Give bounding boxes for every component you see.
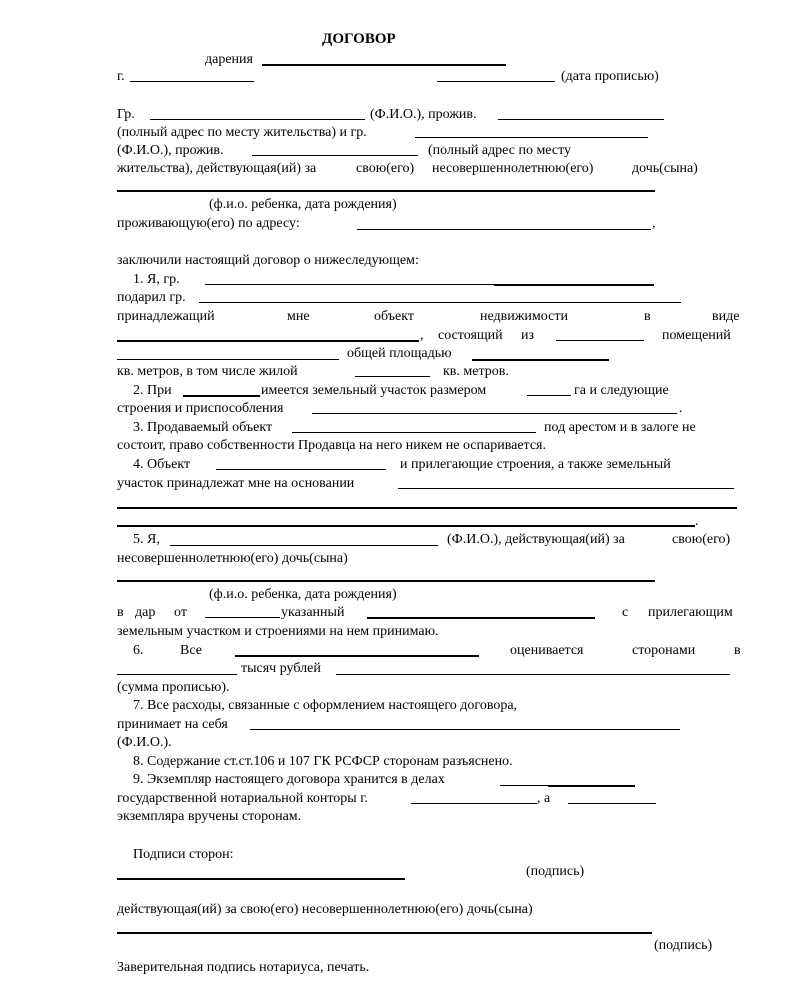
p9-office-line[interactable] [500, 785, 548, 786]
p6-g: (сумма прописью). [117, 680, 230, 695]
signature-caption-1: (подпись) [526, 864, 585, 879]
label-darenia: дарения [205, 52, 253, 67]
p2-dot: . [679, 401, 683, 416]
parties-line4-d: дочь(сына) [632, 161, 698, 176]
p1-donor-line[interactable] [205, 284, 494, 285]
p1-rooms-line[interactable] [556, 340, 644, 341]
p9-a: 9. Экземпляр настоящего договора хранится в делах [133, 772, 445, 787]
parties-line1-a: Гр. [117, 107, 135, 122]
p5-d: несовершеннолетнюю(его) дочь(сына) [117, 551, 348, 566]
p4-dot: . [695, 514, 699, 529]
p1-a: 1. Я, гр. [133, 272, 180, 287]
p3-c: состоит, право собственности Продавца на него никем не оспаривается. [117, 438, 546, 453]
p1-e1: общей площадью [347, 346, 452, 361]
p5-e4: указанный [281, 605, 345, 620]
p2-d: строения и приспособления [117, 401, 284, 416]
darenia-field-line[interactable] [262, 64, 506, 66]
p6-amount-words-line[interactable] [336, 674, 730, 675]
p1-recipient-line[interactable] [199, 302, 681, 303]
p2-b: имеется земельный участок размером [261, 383, 487, 398]
p6-f: тысяч рублей [241, 661, 321, 676]
p2-area-line[interactable] [527, 395, 571, 396]
p1-object-line[interactable] [117, 340, 419, 342]
child-info-caption: (ф.и.о. ребенка, дата рождения) [209, 197, 397, 212]
p6-e: в [734, 643, 741, 658]
p6-amount-line[interactable] [117, 674, 237, 675]
p1-c3: объект [374, 309, 414, 324]
residing-comma: , [652, 216, 656, 231]
signature-caption-2: (подпись) [654, 938, 713, 953]
p5-e3: от [174, 605, 187, 620]
signature-line-1[interactable] [117, 878, 405, 880]
p7-b: принимает на себя [117, 717, 228, 732]
p7-payer-line[interactable] [250, 729, 680, 730]
p7-c: (Ф.И.О.). [117, 735, 172, 750]
p2-a: 2. При [133, 383, 172, 398]
p9-c: , а [537, 791, 551, 806]
p1-rooms-desc-line[interactable] [117, 359, 339, 360]
p1-c6: виде [712, 309, 740, 324]
p1-d3: из [521, 328, 535, 343]
residing-label: проживающую(его) по адресу: [117, 216, 300, 231]
p1-d4: помещений [662, 328, 731, 343]
signature-line-2[interactable] [117, 932, 652, 934]
p6-d: сторонами [632, 643, 696, 658]
p4-c: участок принадлежат мне на основании [117, 476, 355, 491]
signatures-acting: действующая(ий) за свою(его) несовершеннолетнюю(его) дочь(сына) [117, 902, 533, 917]
p7-a: 7. Все расходы, связанные с оформлением настоящего договора, [133, 698, 518, 713]
p4-basis-line-3[interactable] [117, 525, 695, 527]
p4-a: 4. Объект [133, 457, 191, 472]
p1-c2: мне [287, 309, 310, 324]
p6-b: Все [180, 643, 202, 658]
p1-living-area-line[interactable] [355, 376, 430, 377]
parties-line1-b: (Ф.И.О.), прожив. [370, 107, 477, 122]
p4-b: и прилегающие строения, а также земельный [400, 457, 671, 472]
party2-name-line[interactable] [415, 137, 648, 138]
p1-donor-line-bold[interactable] [494, 284, 654, 286]
child-address-line[interactable] [357, 229, 651, 230]
p8-a: 8. Содержание ст.ст.106 и 107 ГК РСФСР сторонам разъяснено. [133, 754, 513, 769]
city-field-line[interactable] [130, 81, 254, 82]
label-city: г. [117, 69, 125, 84]
party1-address-line[interactable] [498, 119, 664, 120]
parties-line4-a: жительства), действующая(ий) за [117, 161, 317, 176]
parties-line3-b: (полный адрес по месту [428, 143, 572, 158]
p6-object-line[interactable] [235, 655, 479, 657]
parties-line2-a: (полный адрес по месту жительства) и гр. [117, 125, 367, 140]
parties-line3-a: (Ф.И.О.), прожив. [117, 143, 224, 158]
p9-b: государственной нотариальной конторы г. [117, 791, 368, 806]
p5-e5: с [622, 605, 629, 620]
p1-c1: принадлежащий [117, 309, 215, 324]
p1-f2: кв. метров. [443, 364, 509, 379]
p4-basis-line-2[interactable] [117, 507, 737, 509]
p9-d: экземпляра вручены сторонам. [117, 809, 302, 824]
p5-b: (Ф.И.О.), действующая(ий) за [447, 532, 625, 547]
p1-d1: , [420, 328, 424, 343]
p5-object-line[interactable] [367, 617, 595, 619]
p4-basis-line[interactable] [398, 488, 734, 489]
p5-donor-line[interactable] [205, 617, 280, 618]
p5-e6: прилегающим [648, 605, 733, 620]
p2-structures-line[interactable] [312, 413, 677, 414]
party2-address-line[interactable] [252, 155, 418, 156]
p1-c4: недвижимости [480, 309, 568, 324]
p5-e2: дар [135, 605, 156, 620]
signatures-heading: Подписи сторон: [133, 847, 234, 862]
p5-e1: в [117, 605, 124, 620]
p1-d2: состоящий [438, 328, 503, 343]
notary-certification: Заверительная подпись нотариуса, печать. [117, 960, 370, 975]
p3-object-line[interactable] [292, 432, 536, 433]
p6-a: 6. [133, 643, 144, 658]
p1-c5: в [644, 309, 651, 324]
p2-object-line[interactable] [183, 395, 260, 397]
p1-f1: кв. метров, в том числе жилой [117, 364, 298, 379]
parties-line4-c: несовершеннолетнюю(его) [432, 161, 594, 176]
p9-city-line[interactable] [411, 803, 537, 804]
p5-c: свою(его) [672, 532, 731, 547]
agreed-text: заключили настоящий договор о нижеследующем: [117, 253, 419, 268]
p5-name-line[interactable] [170, 545, 438, 546]
party1-name-line[interactable] [150, 119, 365, 120]
p2-c: га и следующие [574, 383, 669, 398]
child-info-line[interactable] [117, 190, 655, 192]
p6-c: оценивается [510, 643, 584, 658]
p1-b: подарил гр. [117, 290, 186, 305]
p5-child-info-caption: (ф.и.о. ребенка, дата рождения) [209, 587, 397, 602]
p5-child-info-line[interactable] [117, 580, 655, 582]
p3-a: 3. Продаваемый объект [133, 420, 273, 435]
label-date-in-words: (дата прописью) [561, 69, 659, 84]
document-title: ДОГОВОР [322, 31, 396, 47]
p5-a: 5. Я, [133, 532, 160, 547]
p5-f: земельным участком и строениями на нем принимаю. [117, 624, 439, 639]
date-field-line[interactable] [437, 81, 555, 82]
p9-copies-line[interactable] [568, 803, 656, 804]
p3-b: под арестом и в залоге не [544, 420, 696, 435]
p4-object-line[interactable] [216, 469, 386, 470]
p9-office-line-bold[interactable] [548, 785, 635, 787]
p1-total-area-line[interactable] [472, 359, 609, 361]
parties-line4-b: свою(его) [356, 161, 415, 176]
